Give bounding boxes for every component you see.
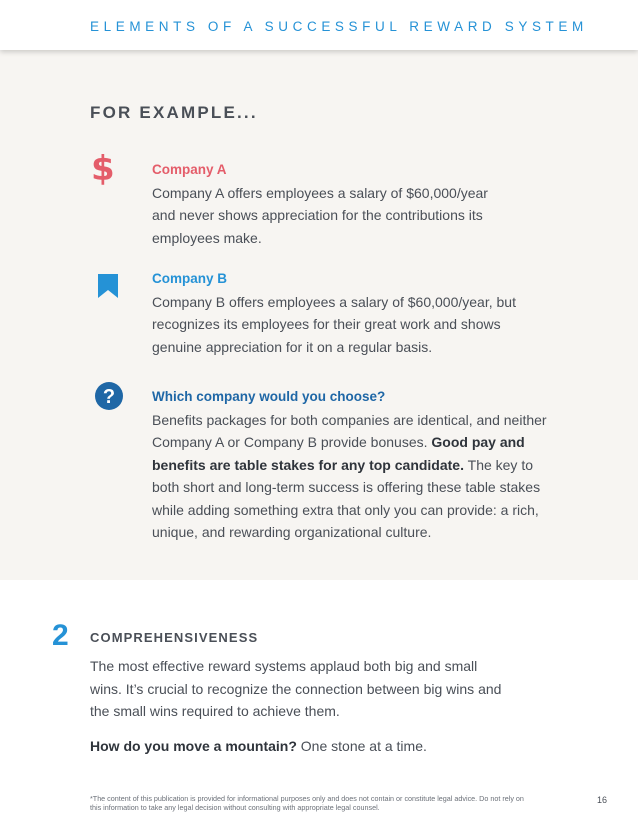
mountain-answer: One stone at a time. [296, 738, 427, 754]
item-body-start: Benefits packages for both companies are identical, and neither Company A or Company B provide bonuses. [152, 411, 547, 450]
svg-text:?: ? [102, 386, 116, 408]
example-item-company-b [152, 268, 552, 358]
mountain-line [90, 738, 427, 754]
example-item-question [152, 386, 547, 544]
item-body: Company A offers employees a salary of $60,000/year and never shows appreciation for the contributions its employees make. [152, 184, 488, 246]
example-item-company-a [152, 159, 552, 249]
bookmark-icon [97, 273, 119, 304]
dollar-icon: $ [91, 149, 115, 189]
section-body: The most effective reward systems applaud both big and small wins. It’s crucial to recognize the connection between big wins and the small wins required to achieve them. [90, 658, 502, 719]
item-title: Company A [152, 162, 227, 177]
example-heading: FOR EXAMPLE... [90, 103, 258, 122]
section-number: 2 [52, 619, 69, 652]
footer-disclaimer: *The content of this publication is provided for informational purposes only and does not contain or constitute legal advice. Do not rely on this information to take any legal decision without consulting with appropriate legal counsel. [90, 794, 524, 812]
item-title: Which company would you choose? [152, 389, 386, 404]
item-body [152, 409, 547, 544]
header-title: ELEMENTS OF A SUCCESSFUL REWARD SYSTEM [90, 19, 588, 34]
page-number: 16 [597, 795, 608, 805]
item-body-bold: Good pay and benefits are table stakes for any top candidate. [152, 434, 525, 473]
item-title: Company B [152, 271, 228, 286]
item-body-end: The key to both short and long-term success is offering these table stakes while adding something extra that only you can provide: a rich, unique, and rewarding organizational culture. [152, 456, 541, 540]
mountain-question: How do you move a mountain? [90, 738, 297, 754]
section-title: COMPREHENSIVENESS [90, 630, 259, 645]
question-icon [94, 381, 124, 416]
page-header [0, 0, 638, 50]
item-body: Company B offers employees a salary of $60,000/year, but recognizes its employees for their great work and shows genuine appreciation for it on a regular basis. [152, 293, 516, 355]
